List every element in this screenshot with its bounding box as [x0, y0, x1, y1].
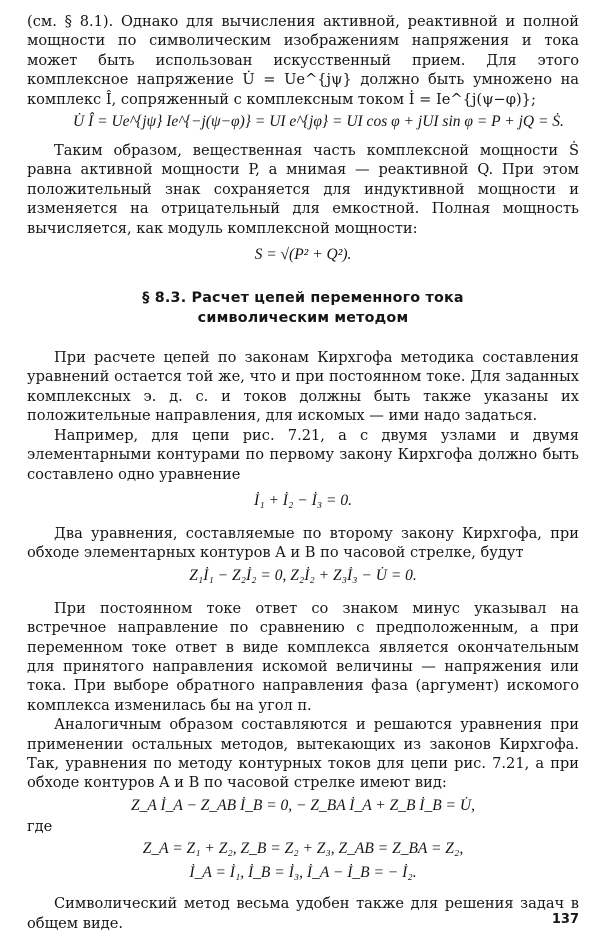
formula-kirchhoff-first: İ₁ + İ₂ − İ₃ = 0.	[254, 491, 352, 509]
paragraph-1: (см. § 8.1). Однако для вычисления активной, реактивной и полной мощности по символическим изображениям напряжения и тока может быть использован искусственный прием. Для этого комплексное напряжение U̇ = Ue^{jψ} должно быть умножено на комплекс Î, сопряженный с комплексным током İ = Ie^{j(ψ−φ)};	[27, 13, 579, 108]
section-heading	[27, 288, 579, 328]
formula-complex-power: U̇ Î = Ue^{jψ} Ie^{−j(ψ−φ)} = UI e^{jφ} = UI cos φ + jUI sin φ = P + jQ = Ṡ.	[73, 113, 564, 131]
paragraph-8: Символический метод весьма удобен также для решения задач в общем виде.	[27, 895, 579, 932]
paragraph-6: При постоянном токе ответ со знаком минус указывал на встречное направление по сравнению с предположенным, а при переменном токе ответ в виде комплекса является окончательным для принятого направления искомой величины — напряжения или тока. При выборе обратного направления фаза (аргумент) искомого комплекса изменилась бы на угол π.	[27, 599, 579, 714]
paragraph-4: Например, для цепи рис. 7.21, а с двумя узлами и двумя элементарными контурами по первому закону Кирхгофа должно быть составлено одно уравнение	[27, 426, 579, 483]
section-heading-line-2: символическим методом	[197, 310, 409, 327]
paragraph-5: Два уравнения, составляемые по второму закону Кирхгофа, при обходе элементарных контуров A и B по часовой стрелке, будут	[27, 524, 579, 562]
section-heading-line-1: § 8.3. Расчет цепей переменного тока	[142, 290, 464, 307]
formula-apparent-power: S = √(P² + Q²).	[254, 246, 352, 264]
paragraph-7: Аналогичным образом составляются и решаются уравнения при применении остальных методов, вытекающих из законов Кирхгофа. Так, уравнения по методу контурных токов для цепи рис. 7.21, а при обходе контуров A и B по часовой стрелке имеют вид:	[27, 716, 579, 792]
formula-mesh-currents: Z_A İ_A − Z_AB İ_B = 0, − Z_BA İ_A + Z_B İ_B = U̇,	[131, 796, 475, 814]
formula-branch-currents: İ_A = İ₁, İ_B = İ₃, İ_A − İ_B = − İ₂.	[189, 864, 417, 882]
where-label: где	[27, 817, 53, 835]
formula-kirchhoff-second: Z₁İ₁ − Z₂İ₂ = 0, Z₂İ₂ + Z₃İ₃ − U̇ = 0.	[189, 566, 417, 584]
paragraph-3: При расчете цепей по законам Кирхгофа методика составления уравнений остается той же, что и при постоянном токе. Для заданных комплексных э. д. с. и токов должны быть также указаны их положительные направления, для искомых — ими надо задаться.	[27, 349, 579, 425]
paragraph-2: Таким образом, вещественная часть комплексной мощности Ṡ равна активной мощности P, а мнимая — реактивной Q. При этом положительный знак сохраняется для индуктивной мощности и изменяется на отрицательный для емкостной. Полная мощность вычисляется, как модуль комплексной мощности:	[27, 142, 579, 237]
page-number: 137	[551, 912, 579, 927]
formula-impedances: Z_A = Z₁ + Z₂, Z_B = Z₂ + Z₃, Z_AB = Z_BA = Z₂,	[142, 840, 464, 858]
page-content	[27, 12, 579, 933]
